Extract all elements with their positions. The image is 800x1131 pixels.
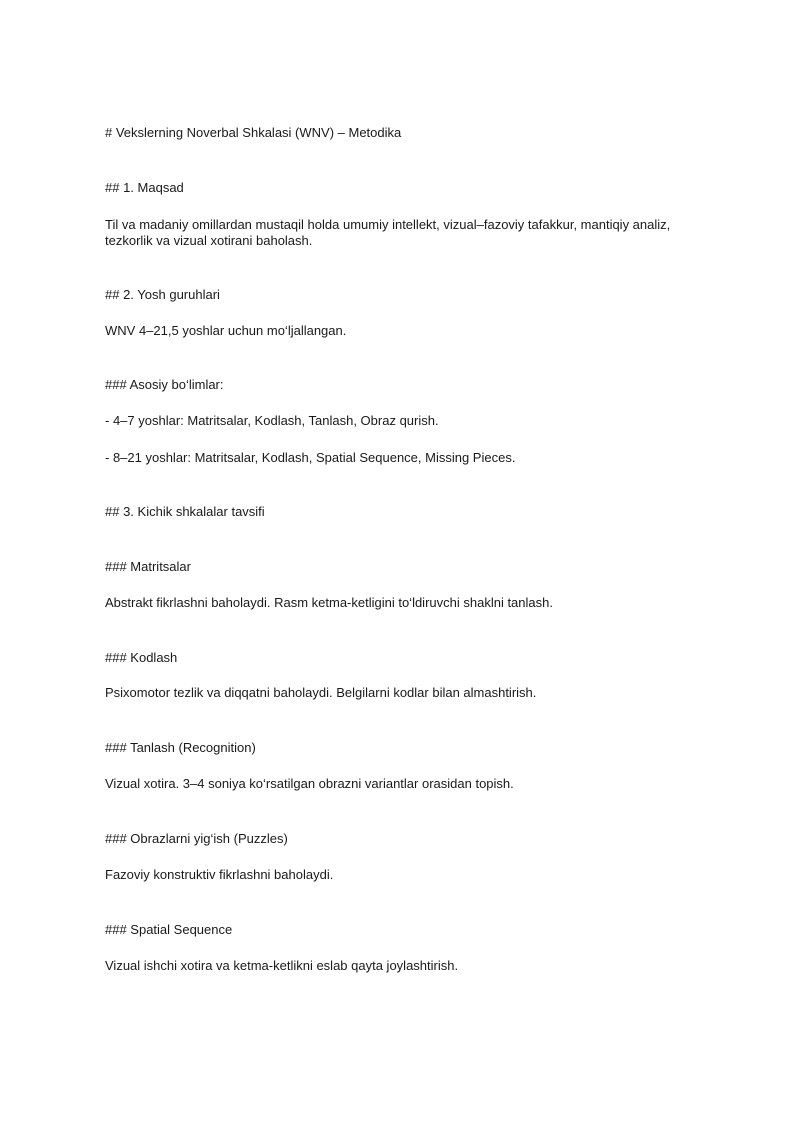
section-text-tanlash: Vizual xotira. 3–4 soniya ko‘rsatilgan obrazni variantlar orasidan topish. — [105, 776, 514, 791]
section-heading-asosiy-bolimlar: ### Asosiy bo‘limlar: — [105, 377, 224, 392]
section-heading-tanlash: ### Tanlash (Recognition) — [105, 740, 256, 755]
section-text-obrazlarni-yigish: Fazoviy konstruktiv fikrlashni baholaydi. — [105, 867, 334, 882]
section-text-yosh-guruhlari: WNV 4–21,5 yoshlar uchun mo‘ljallangan. — [105, 323, 347, 338]
section-text-spatial-sequence: Vizual ishchi xotira va ketma-ketlikni eslab qayta joylashtirish. — [105, 958, 459, 973]
section-heading-maqsad: ## 1. Maqsad — [105, 180, 184, 195]
section-heading-matritsalar: ### Matritsalar — [105, 559, 191, 574]
section-heading-kichik-shkalalar: ## 3. Kichik shkalalar tavsifi — [105, 504, 265, 519]
section-heading-kodlash: ### Kodlash — [105, 650, 178, 665]
section-text-maqsad: Til va madaniy omillardan mustaqil holda umumiy intellekt, vizual–fazoviy tafakkur, mantiqiy analiz, tezkorlik va vizual xotirani baholash. — [105, 217, 671, 248]
document-title: # Vekslerning Noverbal Shkalasi (WNV) – Metodika — [105, 125, 402, 140]
section-heading-obrazlarni-yigish: ### Obrazlarni yig‘ish (Puzzles) — [105, 831, 288, 846]
section-text-kodlash: Psixomotor tezlik va diqqatni baholaydi. Belgilarni kodlar bilan almashtirish. — [105, 685, 537, 700]
list-item: - 4–7 yoshlar: Matritsalar, Kodlash, Tanlash, Obraz qurish. — [105, 413, 439, 428]
list-item: - 8–21 yoshlar: Matritsalar, Kodlash, Spatial Sequence, Missing Pieces. — [105, 450, 516, 465]
section-heading-spatial-sequence: ### Spatial Sequence — [105, 922, 233, 937]
section-heading-yosh-guruhlari: ## 2. Yosh guruhlari — [105, 287, 220, 302]
section-text-matritsalar: Abstrakt fikrlashni baholaydi. Rasm ketma-ketligini to‘ldiruvchi shaklni tanlash. — [105, 595, 553, 610]
